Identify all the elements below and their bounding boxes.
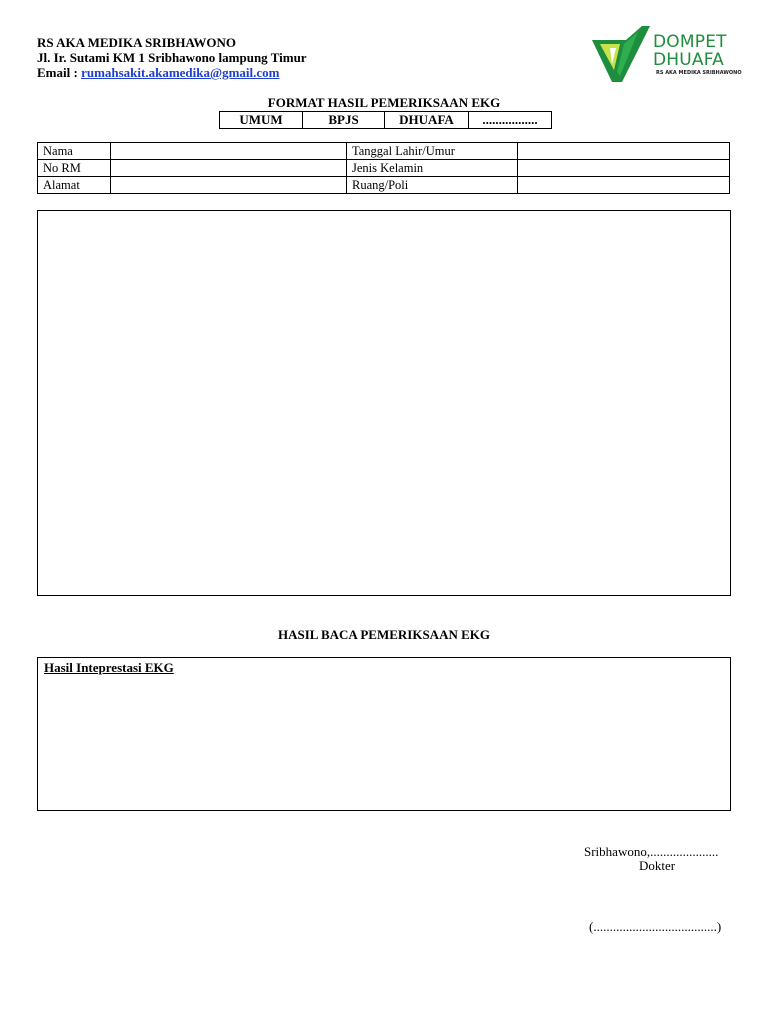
label-jenis-kelamin: Jenis Kelamin [347, 160, 518, 177]
field-ruang-poli[interactable] [518, 177, 730, 194]
label-nama: Nama [38, 143, 111, 160]
reading-title: HASIL BACA PEMERIKSAAN EKG [277, 627, 490, 642]
label-no-rm: No RM [38, 160, 111, 177]
category-bpjs[interactable]: BPJS [303, 112, 385, 128]
logo-text-dompet: DOMPET [653, 32, 727, 52]
hospital-address: Jl. Ir. Sutami KM 1 Sribhawono lampung Timur [37, 50, 307, 65]
interpretation-box[interactable] [37, 657, 731, 811]
category-other[interactable]: ................. [482, 112, 538, 127]
signature-place-date: Sribhawono,..................... [584, 844, 719, 859]
ekg-result-area[interactable] [37, 210, 731, 596]
interpretation-label: Hasil Intepresta​si EKG [44, 660, 174, 675]
hospital-email [37, 65, 280, 80]
signature-role: Dokter [639, 858, 676, 873]
signature-name-blank[interactable]: (......................................) [589, 919, 722, 934]
dompet-dhuafa-logo [590, 26, 740, 86]
table-row [38, 160, 730, 177]
logo-subtitle: RS AKA MEDIKA SRIBHAWONO [656, 70, 742, 76]
field-no-rm[interactable] [111, 160, 347, 177]
category-umum[interactable]: UMUM [220, 112, 303, 128]
label-tanggal-lahir: Tanggal Lahir/Umur [347, 143, 518, 160]
form-title: FORMAT HASIL PEMERIKSAAN EKG [267, 95, 501, 110]
label-alamat: Alamat [38, 177, 111, 194]
table-row [38, 177, 730, 194]
patient-info-table [37, 142, 730, 194]
email-label: Email : [37, 65, 82, 80]
field-jenis-kelamin[interactable] [518, 160, 730, 177]
field-alamat[interactable] [111, 177, 347, 194]
email-link[interactable]: rumahsakit.akamedika@gmail.com [81, 65, 280, 80]
field-tanggal-lahir[interactable] [518, 143, 730, 160]
table-row [38, 143, 730, 160]
category-dhuafa[interactable]: DHUAFA [385, 112, 469, 128]
field-nama[interactable] [111, 143, 347, 160]
label-ruang-poli: Ruang/Poli [347, 177, 518, 194]
dompet-dhuafa-emblem-icon [590, 26, 652, 84]
logo-text-dhuafa: DHUAFA [653, 50, 724, 70]
hospital-name: RS AKA MEDIKA SRIBHAWONO [37, 35, 237, 50]
category-options [219, 111, 552, 129]
